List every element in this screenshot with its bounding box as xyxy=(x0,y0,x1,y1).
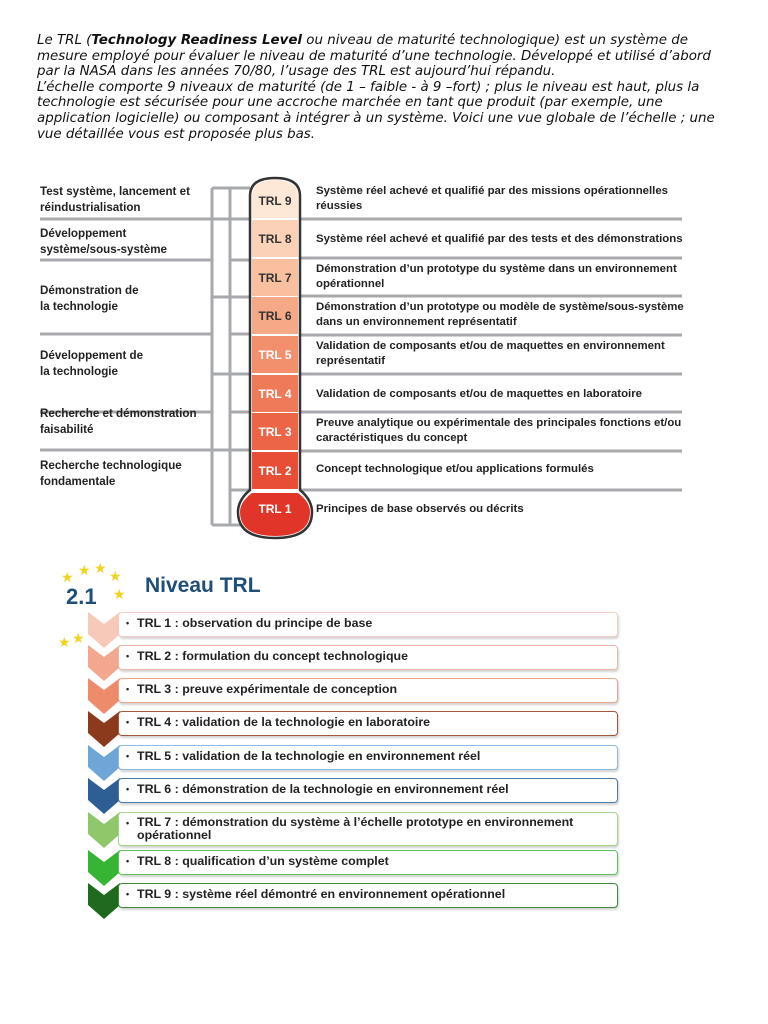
intro-paragraph-1: Le TRL (Technology Readiness Level ou niveau de maturité technologique) est un système de mesure employé pour évaluer le niveau de maturité d’une technologie. Développé et utilisé d’abord par la NASA dans les années 70/80, l’usage des TRL est aujourd’hui répandu. xyxy=(37,33,711,80)
star-icon: ★ xyxy=(78,563,91,579)
phase-label-1: Test système, lancement et réindustrialisation xyxy=(40,185,190,214)
chevron-icon xyxy=(88,612,120,648)
section-title: Niveau TRL xyxy=(145,574,261,597)
thermometer-label-trl9: TRL 9 xyxy=(258,194,292,208)
trl-level-row-1: • TRL 1 : observation du principe de base xyxy=(118,612,618,637)
phase-label-4: Développement de la technologie xyxy=(40,349,144,378)
level-desc-3: Preuve analytique ou expérimentale des principales fonctions et/ou caractéristiques du concept xyxy=(316,417,682,444)
trl-level-row-4: • TRL 4 : validation de la technologie en laboratoire xyxy=(118,711,618,736)
level-desc-2: Concept technologique et/ou applications formulés xyxy=(316,463,594,475)
level-desc-8: Système réel achevé et qualifié par des tests et des démonstrations xyxy=(316,233,683,245)
thermometer-label-trl8: TRL 8 xyxy=(258,232,292,246)
chevron-icon xyxy=(88,883,120,919)
star-icon: ★ xyxy=(72,631,85,647)
level-desc-4: Validation de composants et/ou de maquettes en laboratoire xyxy=(316,388,642,400)
phase-label-3: Démonstration de la technologie xyxy=(40,284,139,313)
trl-level-row-7: • TRL 7 : démonstration du système à l’échelle prototype en environnement opérationnel xyxy=(118,812,618,846)
bullet-icon: • xyxy=(126,818,130,828)
bullet-icon: • xyxy=(126,889,130,899)
level-desc-7: Démonstration d’un prototype du système dans un environnement opérationnel xyxy=(316,263,677,290)
thermometer-label-trl5: TRL 5 xyxy=(258,348,292,362)
star-icon: ★ xyxy=(94,561,107,577)
star-icon: ★ xyxy=(113,587,126,603)
chevron-icon xyxy=(88,711,120,747)
bullet-icon: • xyxy=(126,751,130,761)
trl-definition-bold: Technology Readiness Level xyxy=(91,33,303,48)
level-desc-9: Système réel achevé et qualifié par des missions opérationnelles réussies xyxy=(316,185,668,212)
trl-level-row-8: • TRL 8 : qualification d’un système complet xyxy=(118,850,618,875)
chevron-icon xyxy=(88,778,120,814)
bullet-icon: • xyxy=(126,651,130,661)
chevron-icon xyxy=(88,812,120,848)
intro-paragraph-2: L’échelle comporte 9 niveaux de maturité (de 1 – faible - à 9 –fort) ; plus le niveau est haut, plus la technologie est sécurisée pour une accroche marchée en tant que produit (par exemple, une application logicielle) ou composant à intégrer à un système. Voici une vue globale de l’échelle ; une vue détaillée vous est proposée plus bas. xyxy=(37,79,715,142)
chevron-icon xyxy=(88,850,120,886)
phase-label-5: Recherche et démonstration faisabilité xyxy=(40,407,197,436)
level-desc-6: Démonstration d’un prototype ou modèle de système/sous-système dans un environnement représentatif xyxy=(316,301,684,328)
chevron-icon xyxy=(88,745,120,781)
phase-label-2: Développement système/sous-système xyxy=(40,227,167,256)
bullet-icon: • xyxy=(126,618,130,628)
trl-level-row-6: • TRL 6 : démonstration de la technologie en environnement réel xyxy=(118,778,618,803)
thermometer-label-trl3: TRL 3 xyxy=(258,425,292,439)
chevron-icon xyxy=(88,678,120,714)
bullet-icon: • xyxy=(126,717,130,727)
level-desc-1: Principes de base observés ou décrits xyxy=(316,503,524,515)
thermometer-label-trl7: TRL 7 xyxy=(258,271,292,285)
bullet-icon: • xyxy=(126,684,130,694)
trl-level-row-3: • TRL 3 : preuve expérimentale de conception xyxy=(118,678,618,703)
trl-level-row-2: • TRL 2 : formulation du concept technologique xyxy=(118,645,618,670)
trl-level-row-5: • TRL 5 : validation de la technologie en environnement réel xyxy=(118,745,618,770)
thermometer-label-trl1: TRL 1 xyxy=(258,502,292,516)
trl-level-row-9: • TRL 9 : système réel démontré en environnement opérationnel xyxy=(118,883,618,908)
level-desc-5: Validation de composants et/ou de maquettes en environnement représentatif xyxy=(316,340,665,367)
thermometer-label-trl4: TRL 4 xyxy=(258,387,292,401)
bullet-icon: • xyxy=(126,784,130,794)
chevron-icon xyxy=(88,645,120,681)
star-icon: ★ xyxy=(58,635,71,651)
star-icon: ★ xyxy=(109,569,122,585)
star-icon: ★ xyxy=(61,570,74,586)
phase-label-6: Recherche technologique fondamentale xyxy=(40,459,182,488)
thermometer-label-trl2: TRL 2 xyxy=(258,464,292,478)
bullet-icon: • xyxy=(126,856,130,866)
thermometer-label-trl6: TRL 6 xyxy=(258,309,292,323)
section-number: 2.1 xyxy=(66,584,97,609)
